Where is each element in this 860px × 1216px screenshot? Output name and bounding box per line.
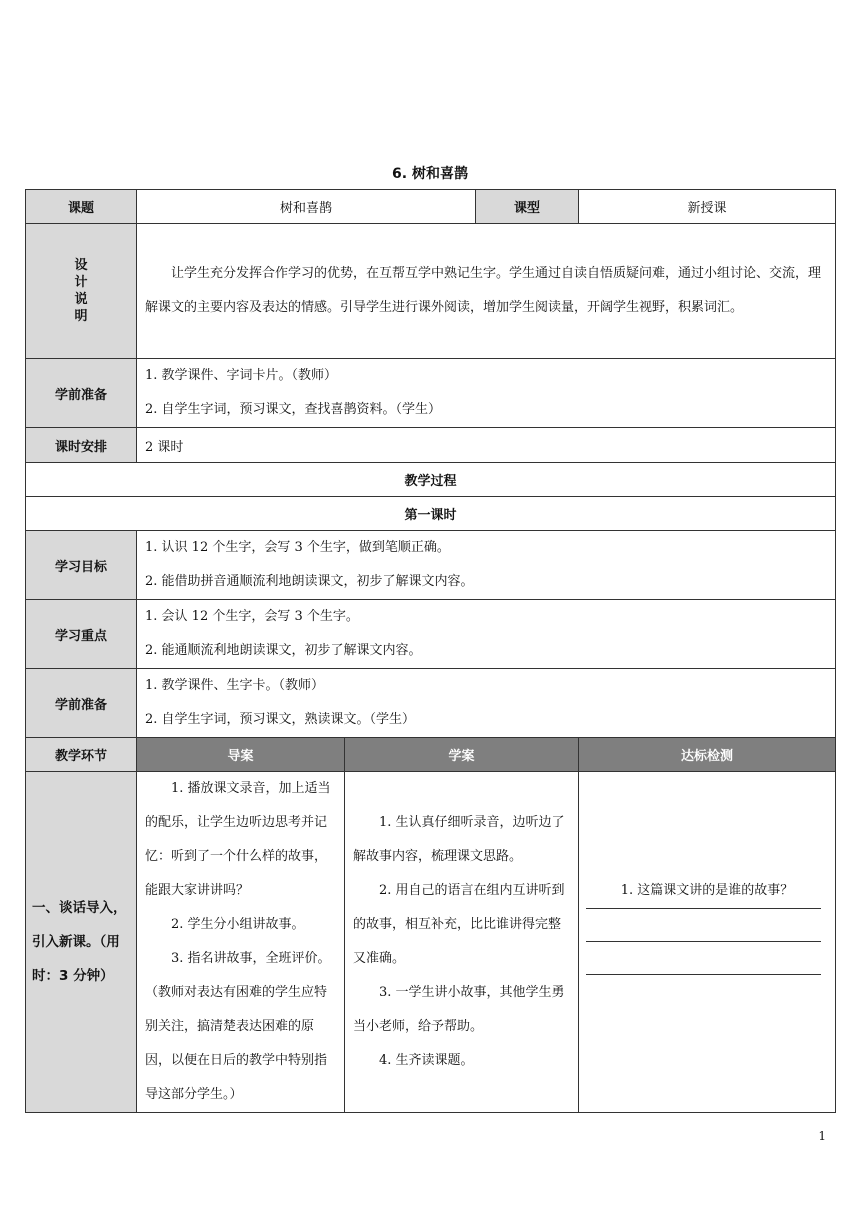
goals-items	[137, 531, 836, 600]
guide-column-header: 导案	[137, 738, 345, 772]
preparation-items	[137, 359, 836, 428]
focus-item: 2. 能通顺流利地朗读课文，初步了解课文内容。	[145, 643, 422, 658]
schedule-value: 2 课时	[137, 428, 836, 463]
focus-row	[26, 600, 836, 669]
goal-item: 1. 认识 12 个生字，会写 3 个生字，做到笔顺正确。	[145, 540, 450, 555]
stage-column-header: 教学环节	[26, 738, 137, 772]
preparation2-row	[26, 669, 836, 738]
preparation2-label: 学前准备	[26, 669, 137, 738]
preparation2-item: 1. 教学课件、生字卡。（教师）	[145, 678, 325, 693]
focus-item: 1. 会认 12 个生字，会写 3 个生字。	[145, 609, 359, 624]
goals-label: 学习目标	[26, 531, 137, 600]
schedule-label: 课时安排	[26, 428, 137, 463]
page-number: 1	[818, 1129, 826, 1143]
topic-value: 树和喜鹊	[137, 190, 476, 224]
preparation-item: 2. 自学生字词，预习课文，查找喜鹊资料。（学生）	[145, 402, 442, 417]
answer-line[interactable]	[586, 941, 821, 942]
topic-label: 课题	[26, 190, 137, 224]
answer-line[interactable]	[586, 908, 821, 909]
preparation-row	[26, 359, 836, 428]
type-label: 课型	[476, 190, 579, 224]
design-label: 设 计 说 明	[26, 224, 137, 359]
study-step: 4. 生齐读课题。	[379, 1053, 474, 1068]
focus-items	[137, 600, 836, 669]
guide-step: 1. 播放课文录音，加上适当的配乐，让学生边听边思考并记忆：听到了一个什么样的故事，能跟大家讲讲吗？	[145, 781, 331, 898]
answer-line[interactable]	[586, 974, 821, 975]
guide-step: 3. 指名讲故事，全班评价。（教师对表达有困难的学生应特别关注，搞清楚表达困难的原因，以便在日后的教学中特别指导这部分学生。）	[145, 951, 331, 1102]
preparation-item: 1. 教学课件、字词卡片。（教师）	[145, 368, 338, 383]
type-value: 新授课	[579, 190, 836, 224]
stage1-study	[345, 772, 579, 1113]
design-row	[26, 224, 836, 359]
lesson-plan-table	[25, 189, 836, 1113]
check-question: 1. 这篇课文讲的是谁的故事？	[620, 883, 794, 898]
preparation-label: 学前准备	[26, 359, 137, 428]
design-text: 让学生充分发挥合作学习的优势，在互帮互学中熟记生字。学生通过自读自悟质疑问难，通过小组讨论、交流，理解课文的主要内容及表达的情感。引导学生进行课外阅读，增加学生阅读量，开阔学生视野，积累词汇。	[137, 224, 836, 359]
goal-item: 2. 能借助拼音通顺流利地朗读课文，初步了解课文内容。	[145, 574, 474, 589]
lesson-heading: 第一课时	[26, 497, 836, 531]
process-heading: 教学过程	[26, 463, 836, 497]
study-step: 2. 用自己的语言在组内互讲听到的故事，相互补充，比比谁讲得完整又准确。	[353, 883, 565, 966]
column-header-row	[26, 738, 836, 772]
stage1-guide	[137, 772, 345, 1113]
process-heading-row	[26, 463, 836, 497]
check-column-header: 达标检测	[579, 738, 836, 772]
document-title: 6. 树和喜鹊	[392, 166, 468, 182]
goals-row	[26, 531, 836, 600]
schedule-row	[26, 428, 836, 463]
preparation2-items	[137, 669, 836, 738]
study-step: 3. 一学生讲小故事，其他学生勇当小老师，给予帮助。	[353, 985, 565, 1034]
lesson-heading-row	[26, 497, 836, 531]
focus-label: 学习重点	[26, 600, 137, 669]
stage1-name: 一、谈话导入，引入新课。（用时：3 分钟）	[26, 772, 137, 1113]
study-step: 1. 生认真仔细听录音，边听边了解故事内容，梳理课文思路。	[353, 815, 565, 864]
stage1-check	[579, 772, 836, 1113]
guide-step: 2. 学生分小组讲故事。	[171, 917, 305, 932]
preparation2-item: 2. 自学生字词，预习课文，熟读课文。（学生）	[145, 712, 416, 727]
study-column-header: 学案	[345, 738, 579, 772]
stage1-row	[26, 772, 836, 1113]
topic-row	[26, 190, 836, 224]
